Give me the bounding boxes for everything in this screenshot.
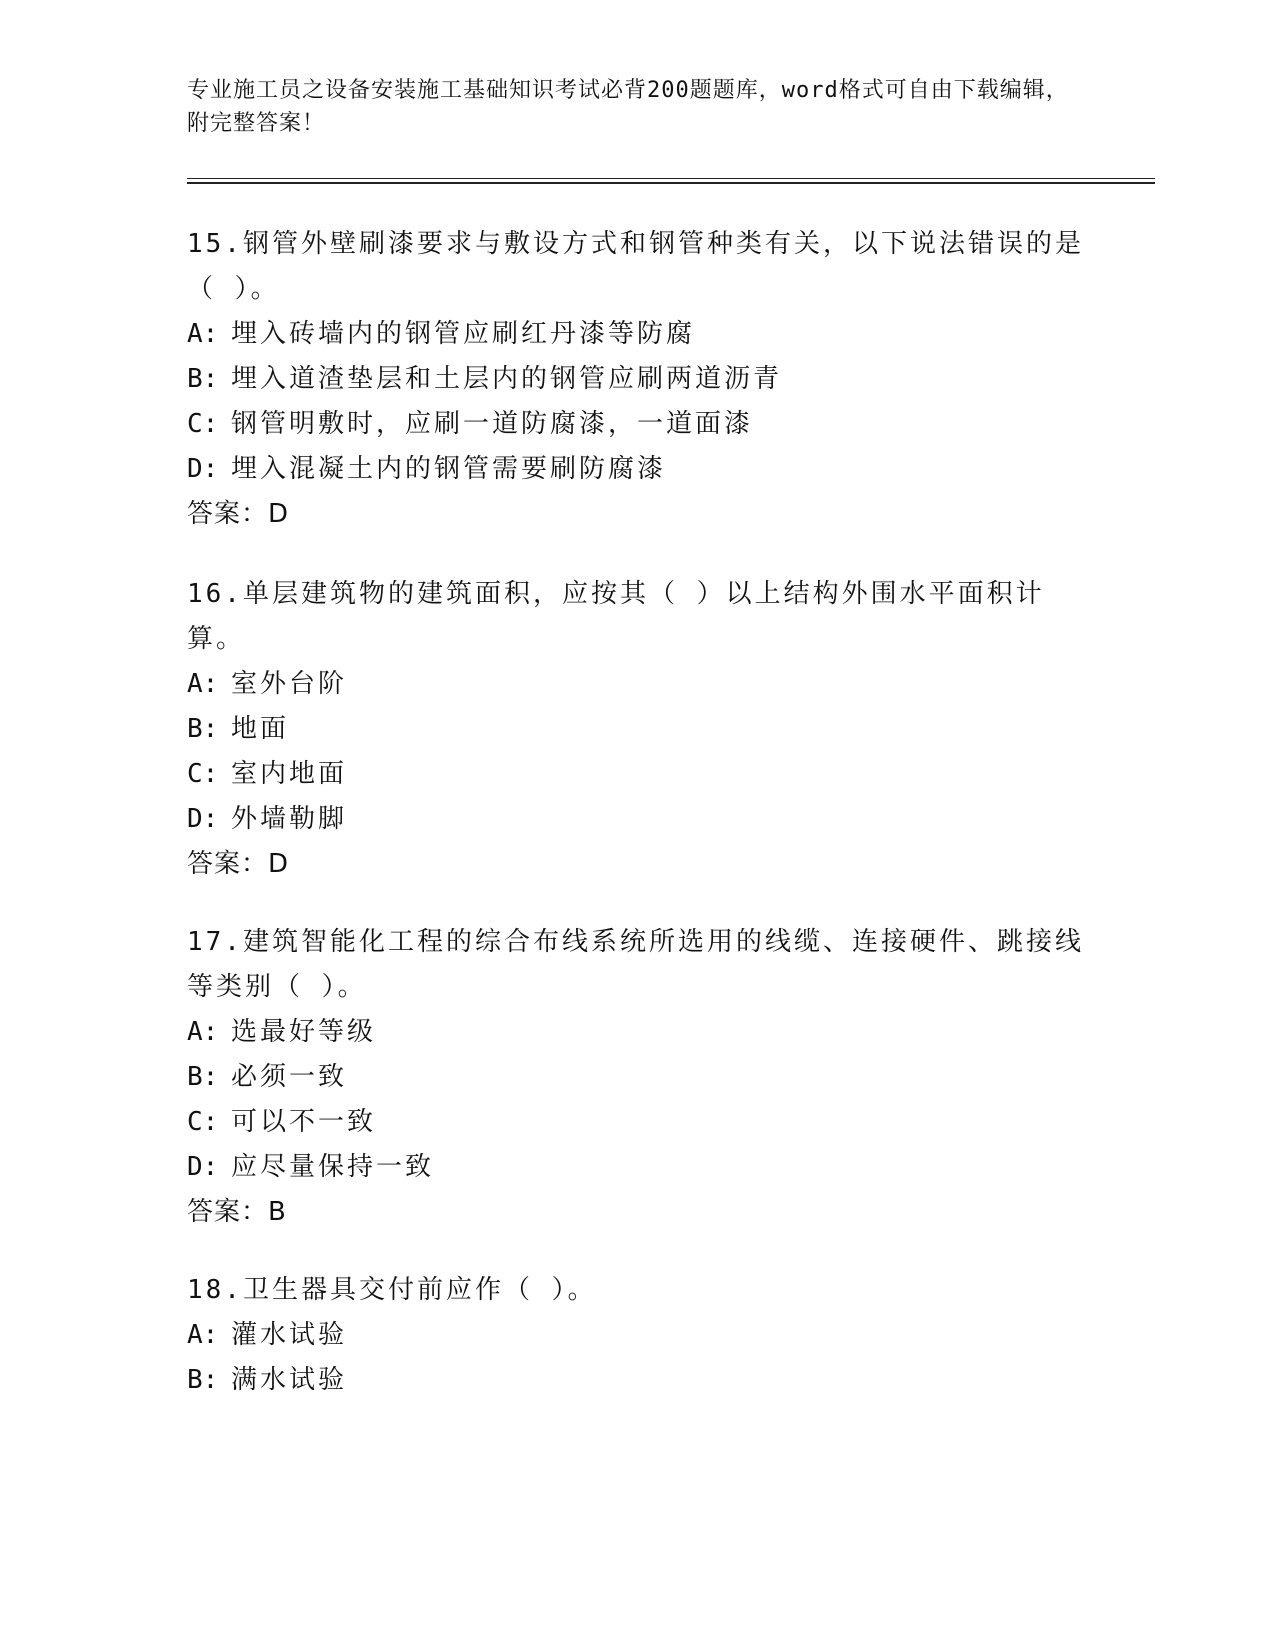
question-15	[187, 222, 1087, 537]
option-key: D:	[187, 1152, 219, 1182]
option-text: 必须一致	[231, 1062, 348, 1092]
option-text: 钢管明敷时，应刷一道防腐漆，一道面漆	[231, 409, 754, 439]
option-text: 埋入混凝土内的钢管需要刷防腐漆	[231, 454, 667, 484]
option-text: 室内地面	[231, 759, 348, 789]
answer-line: 答案：D	[187, 499, 290, 529]
option-key: B:	[187, 364, 219, 394]
option-b	[187, 1358, 1087, 1403]
option-key: D:	[187, 804, 219, 834]
answer-line: 答案：D	[187, 849, 290, 879]
option-text: 埋入道渣垫层和土层内的钢管应刷两道沥青	[231, 364, 783, 394]
option-key: A:	[187, 1320, 219, 1350]
option-a	[187, 1313, 1087, 1358]
option-text: 地面	[231, 714, 290, 744]
question-18	[187, 1268, 1087, 1403]
option-key: C:	[187, 409, 219, 439]
option-c	[187, 1100, 1087, 1145]
option-text: 室外台阶	[231, 669, 348, 699]
option-a	[187, 662, 1087, 707]
option-a	[187, 1010, 1087, 1055]
option-d	[187, 797, 1087, 842]
option-text: 选最好等级	[231, 1017, 377, 1047]
option-d	[187, 1145, 1087, 1190]
option-d	[187, 447, 1087, 492]
question-16	[187, 572, 1087, 887]
option-key: C:	[187, 1107, 219, 1137]
option-key: D:	[187, 454, 219, 484]
question-stem: 17.建筑智能化工程的综合布线系统所选用的线缆、连接硬件、跳接线等类别（ ）。	[187, 927, 1084, 1002]
option-c	[187, 752, 1087, 797]
option-key: A:	[187, 1017, 219, 1047]
option-key: B:	[187, 714, 219, 744]
option-text: 灌水试验	[231, 1320, 348, 1350]
option-a	[187, 312, 1087, 357]
option-text: 满水试验	[231, 1365, 348, 1395]
document-intro: 专业施工员之设备安装施工基础知识考试必背200题题库，word格式可自由下载编辑，附完整答案！	[187, 78, 1069, 136]
question-stem: 15.钢管外壁刷漆要求与敷设方式和钢管种类有关，以下说法错误的是（ ）。	[187, 229, 1084, 304]
option-text: 应尽量保持一致	[231, 1152, 435, 1182]
option-text: 外墙勒脚	[231, 804, 348, 834]
option-key: A:	[187, 669, 219, 699]
option-c	[187, 402, 1087, 447]
question-stem: 16.单层建筑物的建筑面积，应按其（ ）以上结构外围水平面积计算。	[187, 579, 1045, 654]
option-b	[187, 357, 1087, 402]
option-b	[187, 1055, 1087, 1100]
option-b	[187, 707, 1087, 752]
option-text: 埋入砖墙内的钢管应刷红丹漆等防腐	[231, 319, 696, 349]
question-stem: 18.卫生器具交付前应作（ ）。	[187, 1275, 597, 1305]
option-key: A:	[187, 319, 219, 349]
option-key: C:	[187, 759, 219, 789]
header-divider-thick	[187, 182, 1155, 184]
option-key: B:	[187, 1365, 219, 1395]
question-17	[187, 920, 1087, 1235]
answer-line: 答案：B	[187, 1197, 287, 1227]
option-text: 可以不一致	[231, 1107, 377, 1137]
option-key: B:	[187, 1062, 219, 1092]
header-divider-thin	[187, 178, 1155, 179]
